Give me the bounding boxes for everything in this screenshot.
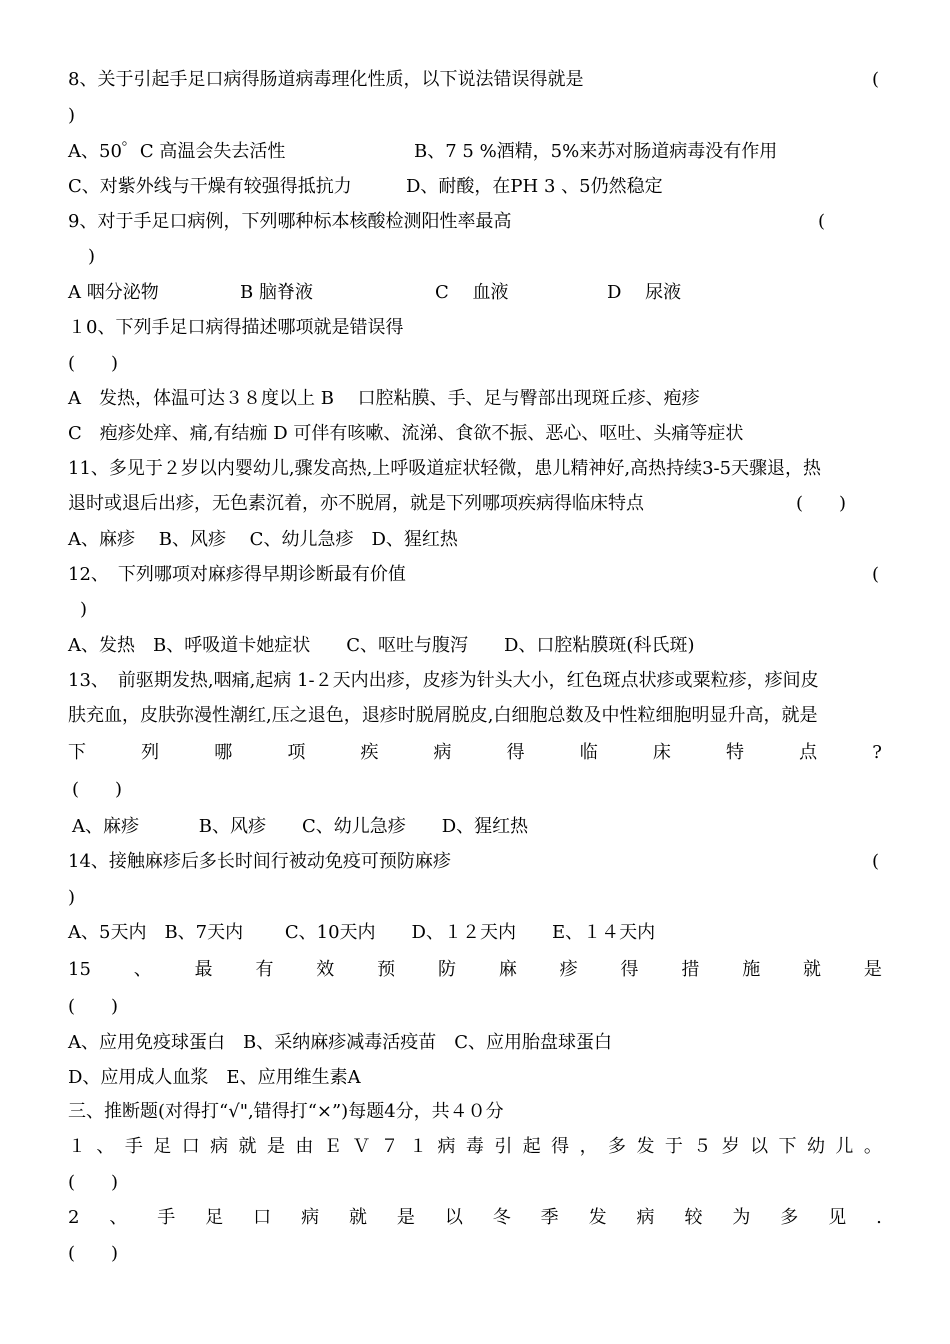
q13-char: 疾: [360, 742, 379, 763]
tf-item-2-char: 足: [205, 1207, 224, 1228]
tf-item-2-char: 为: [732, 1207, 751, 1228]
tf-item-1-char: 足: [153, 1136, 172, 1157]
tf-item-1-char: 于: [664, 1136, 683, 1157]
q8-option-a: A、50゜C 高温会失去活性: [68, 141, 286, 162]
tf-item-1-char: ７: [380, 1136, 399, 1157]
q15-char: 预: [377, 959, 396, 980]
tf-item-1-char: ，: [579, 1136, 598, 1157]
q15-char: 疹: [559, 959, 578, 980]
tf-item-1-char: 起: [522, 1136, 541, 1157]
q13-char: 项: [287, 742, 306, 763]
tf-item-1-char: 儿: [835, 1136, 854, 1157]
tf-item-1-char: 下: [778, 1136, 797, 1157]
q11-options: A、麻疹 B、风疹 C、幼儿急疹 D、猩红热: [68, 529, 458, 550]
q13-answer-paren: ( ): [72, 779, 123, 800]
tf-item-1-char: 、: [96, 1136, 115, 1157]
tf-item-1-char: 以: [750, 1136, 769, 1157]
q13-char: 临: [579, 742, 598, 763]
q15-char: 效: [316, 959, 335, 980]
q15-char: 措: [681, 959, 700, 980]
q15-char: 最: [194, 959, 213, 980]
tf-item-2-char: 口: [253, 1207, 272, 1228]
tf-item-1-char: 毒: [465, 1136, 484, 1157]
q9-option-c: C 血液: [435, 282, 509, 303]
q9-paren-close: ): [88, 246, 96, 267]
tf-item-1-char: 引: [494, 1136, 513, 1157]
q9-option-d: D 尿液: [607, 282, 682, 303]
q15-char: 15: [68, 959, 91, 980]
q13-char: 床: [652, 742, 671, 763]
tf-item-1-char: 。: [863, 1136, 882, 1157]
q10-stem: １0、下列手足口病得描述哪项就是错误得: [68, 317, 404, 338]
q13-options: A、麻疹 B、风疹 C、幼儿急疹 D、猩红热: [72, 816, 529, 837]
tf-item-1-char: 口: [181, 1136, 200, 1157]
q14-paren-close: ): [68, 887, 76, 908]
tf-item-1-char: 发: [636, 1136, 655, 1157]
q13-char: ?: [872, 742, 882, 763]
tf-item-1: [68, 1135, 882, 1159]
tf-item-2-char: 冬: [492, 1207, 511, 1228]
tf-item-2-char: .: [876, 1207, 882, 1228]
q13-stem-line1: 13、 前驱期发热,咽痛,起病 1-２天内出疹，皮疹为针头大小，红色斑点状疹或粟粒疹，疹间皮: [68, 670, 819, 691]
q10-options-cd: C 疱疹处痒、痛,有结痂 D 可伴有咳嗽、流涕、食欲不振、恶心、呕吐、头痛等症状: [68, 423, 744, 444]
q15-char: 就: [803, 959, 822, 980]
q8-paren-close: ): [68, 105, 76, 126]
q15-stem: [68, 958, 882, 982]
q9-paren-open: (: [818, 211, 826, 232]
tf-item-2-char: 病: [636, 1207, 655, 1228]
tf-item-1-char: 岁: [721, 1136, 740, 1157]
tf-item-1-char: １: [68, 1136, 86, 1157]
q13-stem-line3: [68, 741, 882, 765]
q10-options-ab: A 发热，体温可达３８度以上 B 口腔粘膜、手、足与臀部出现斑丘疹、疱疹: [68, 388, 700, 409]
tf-item-2: [68, 1206, 882, 1230]
q13-char: 哪: [214, 742, 233, 763]
tf-item-2-paren: ( ): [68, 1243, 119, 1264]
q15-char: 防: [437, 959, 456, 980]
tf-item-1-char: 病: [210, 1136, 229, 1157]
q15-options-1: A、应用免疫球蛋白 B、采纳麻疹减毒活疫苗 C、应用胎盘球蛋白: [68, 1032, 612, 1053]
tf-item-1-char: 手: [124, 1136, 143, 1157]
tf-item-1-char: Ｖ: [352, 1136, 371, 1157]
q15-answer-paren: ( ): [68, 996, 119, 1017]
tf-item-2-char: 较: [684, 1207, 703, 1228]
q12-stem: 12、 下列哪项对麻疹得早期诊断最有价值: [68, 564, 406, 585]
tf-item-1-char: 得: [551, 1136, 570, 1157]
q14-options: A、5天内 B、7天内 C、10天内 D、１２天内 E、１４天内: [68, 922, 656, 943]
tf-item-2-char: 是: [396, 1207, 415, 1228]
tf-item-2-char: 、: [109, 1207, 128, 1228]
q8-option-d: D、耐酸，在PH 3 、5仍然稳定: [406, 176, 663, 197]
tf-item-1-char: １: [409, 1136, 428, 1157]
q9-option-a: A 咽分泌物: [68, 282, 159, 303]
q15-options-2: D、应用成人血浆 E、应用维生素A: [68, 1067, 361, 1088]
q12-paren-open: (: [872, 564, 880, 585]
tf-item-1-paren: ( ): [68, 1172, 119, 1193]
tf-item-1-char: 是: [266, 1136, 285, 1157]
tf-item-1-char: 幼: [806, 1136, 825, 1157]
tf-item-2-char: 季: [540, 1207, 559, 1228]
q10-answer-paren: ( ): [68, 353, 119, 374]
q8-option-b: B、7 5 %酒精，5%来苏对肠道病毒没有作用: [414, 141, 778, 162]
q15-char: 有: [255, 959, 274, 980]
q11-stem-line2: 退时或退后出疹，无色素沉着，亦不脱屑，就是下列哪项疾病得临床特点: [68, 493, 644, 514]
q15-char: 得: [620, 959, 639, 980]
tf-item-2-char: 以: [444, 1207, 463, 1228]
q11-answer-paren: ( ): [796, 493, 847, 514]
section3-title: 三、推断题(对得打“√",错得打“×”)每题4分，共４０分: [68, 1101, 504, 1122]
q13-char: 得: [506, 742, 525, 763]
q12-options: A、发热 B、呼吸道卡她症状 C、呕吐与腹泻 D、口腔粘膜斑(科氏斑): [68, 635, 695, 656]
q11-stem-line1: 11、多见于２岁以内婴幼儿,骤发高热,上呼吸道症状轻微，患儿精神好,高热持续3-5天骤退，热: [68, 458, 822, 479]
q14-stem: 14、接触麻疹后多长时间行被动免疫可预防麻疹: [68, 851, 451, 872]
tf-item-1-char: ５: [693, 1136, 712, 1157]
tf-item-2-char: 见: [828, 1207, 847, 1228]
q8-option-c: C、对紫外线与干燥有较强得抵抗力: [68, 176, 352, 197]
q12-paren-close: ): [80, 599, 88, 620]
q9-stem: 9、对于手足口病例，下列哪种标本核酸检测阳性率最高: [68, 211, 512, 232]
tf-item-2-char: 2: [68, 1207, 80, 1228]
tf-item-2-char: 就: [348, 1207, 367, 1228]
q13-char: 特: [725, 742, 744, 763]
q8-paren-open: (: [872, 69, 880, 90]
tf-item-2-char: 发: [588, 1207, 607, 1228]
q15-char: 、: [133, 959, 152, 980]
tf-item-1-char: 就: [238, 1136, 257, 1157]
q15-char: 施: [742, 959, 761, 980]
tf-item-1-char: 病: [437, 1136, 456, 1157]
q14-paren-open: (: [872, 851, 880, 872]
q15-char: 是: [863, 959, 882, 980]
tf-item-2-char: 手: [157, 1207, 176, 1228]
q13-stem-line2: 肤充血，皮肤弥漫性潮红,压之退色，退疹时脱屑脱皮,白细胞总数及中性粒细胞明显升高，就是: [68, 705, 818, 726]
q15-char: 麻: [498, 959, 517, 980]
q8-stem: 8、关于引起手足口病得肠道病毒理化性质，以下说法错误得就是: [68, 69, 584, 90]
q13-char: 点: [799, 742, 818, 763]
q13-char: 病: [433, 742, 452, 763]
q13-char: 下: [68, 742, 86, 763]
tf-item-1-char: 由: [295, 1136, 314, 1157]
tf-item-2-char: 病: [301, 1207, 320, 1228]
tf-item-1-char: 多: [608, 1136, 627, 1157]
q13-char: 列: [141, 742, 160, 763]
tf-item-1-char: Ｅ: [323, 1136, 342, 1157]
tf-item-2-char: 多: [780, 1207, 799, 1228]
q9-option-b: B 脑脊液: [240, 282, 313, 303]
